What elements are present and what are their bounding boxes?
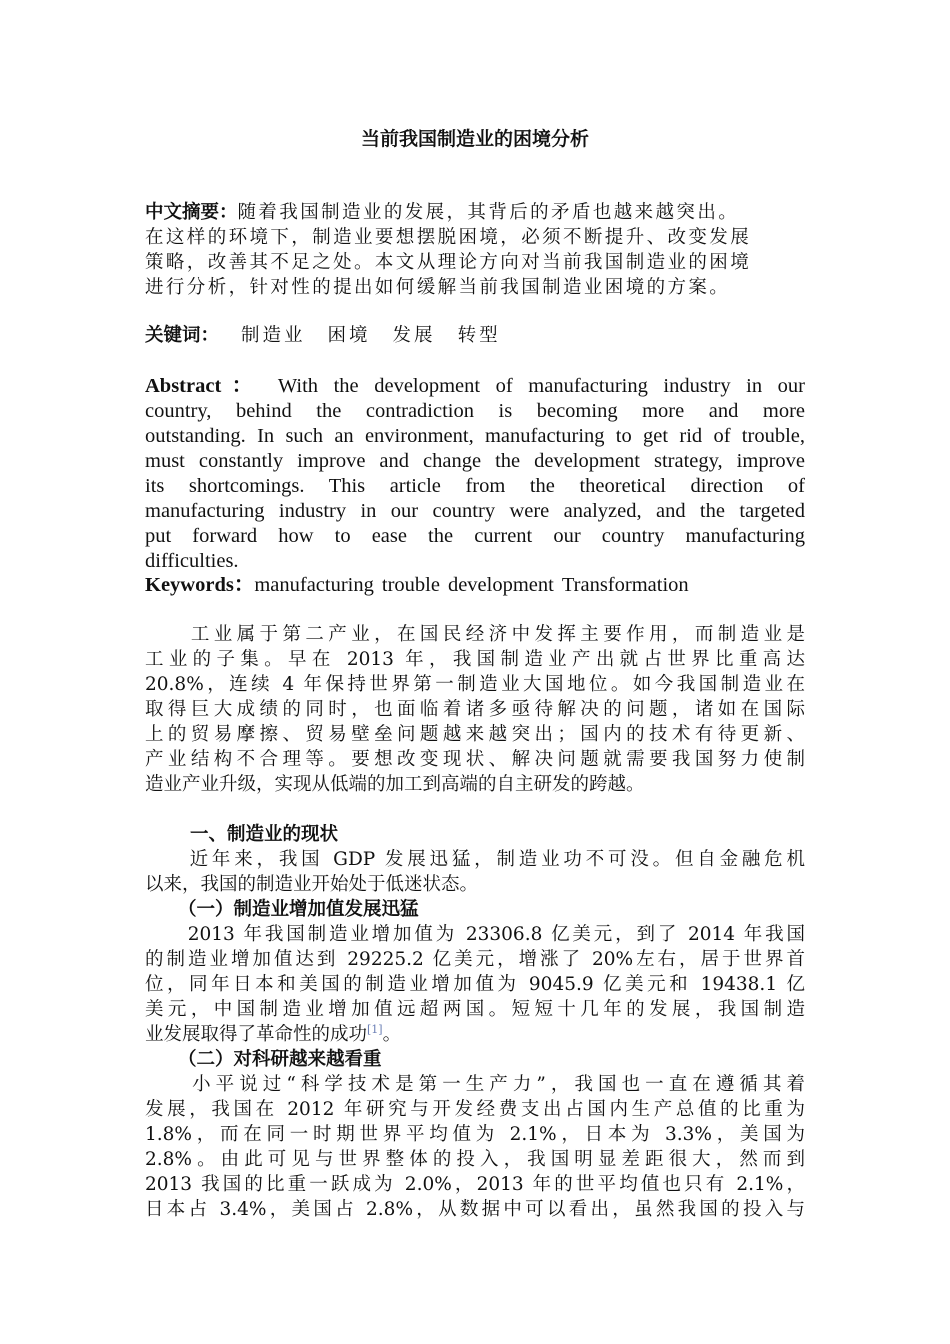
chinese-abstract-line: 进行分析，针对性的提出如何缓解当前我国制造业困境的方案。 [145,277,731,298]
paragraph-line-text: 业发展取得了革命性的成功 [145,1024,368,1045]
english-abstract-line: country, behind the contradiction is becoming more and more [145,400,805,422]
english-abstract-line: manufacturing industry in our country were analyzed, and the targeted [145,500,805,522]
chinese-abstract-line: 在这样的环境下，制造业要想摆脱困境，必须不断提升、改变发展 [145,227,752,248]
paragraph-line: 1.8%，而在同一时期世界平均值为 2.1%，日本为 3.3%，美国为 [145,1124,805,1145]
paragraph-line: 2013 我国的比重一跃成为 2.0%，2013 年的世平均值也只有 2.1%， [145,1174,805,1195]
chinese-keyword: 转型 [457,325,501,346]
english-keyword: manufacturing [254,574,374,596]
chinese-keyword: 制造业 [241,325,306,346]
english-keywords [145,573,805,598]
paragraph-line: 工业的子集。早在 2013 年，我国制造业产出就占世界比重高达 [145,649,805,670]
chinese-abstract-line: 策略，改善其不足之处。本文从理论方向对当前我国制造业的困境 [145,252,752,273]
chinese-abstract [145,200,805,300]
paragraph-line: 近年来，我国 GDP 发展迅猛，制造业功不可没。但自金融危机 [145,849,805,870]
chinese-abstract-label: 中文摘要： [145,202,238,223]
chinese-keyword: 困境 [327,325,371,346]
chinese-keywords-label: 关键词： [145,325,220,346]
english-keyword: trouble [381,574,440,596]
paragraph-line-end: 。 [382,1024,402,1045]
paragraph-line: 发展，我国在 2012 年研究与开发经费支出占国内生产总值的比重为 [145,1099,805,1120]
paragraph-line: 造业产业升级，实现从低端的加工到高端的自主研发的跨越。 [145,774,645,795]
paragraph-line: 小平说过“科学技术是第一生产力”，我国也一直在遵循其着 [145,1074,805,1095]
english-abstract-line: With the development of manufacturing industry in our [277,375,805,397]
subsection1-paragraph [145,922,805,1047]
subsection-heading: （二）对科研越来越看重 [178,1049,382,1070]
subsection-heading: （一）制造业增加值发展迅猛 [178,899,419,920]
chinese-abstract-line: 随着我国制造业的发展，其背后的矛盾也越来越突出。 [237,202,740,223]
chinese-keywords [145,323,805,348]
paragraph-line: 日本占 3.4%，美国占 2.8%，从数据中可以看出，虽然我国的投入与 [145,1199,805,1220]
english-keywords-label: Keywords： [145,574,255,596]
paragraph-line: 2013 年我国制造业增加值为 23306.8 亿美元，到了 2014 年我国 [145,924,805,945]
paragraph-line: 以来，我国的制造业开始处于低迷状态。 [145,874,479,895]
section-heading: 一、制造业的现状 [190,824,339,845]
english-abstract-line: put forward how to ease the current our country manufacturing [145,525,805,547]
paragraph-line: 工业属于第二产业，在国民经济中发挥主要作用，而制造业是 [145,624,805,645]
citation-link[interactable]: [1] [367,1022,383,1036]
english-abstract-line: difficulties. [145,550,239,572]
paragraph-line: 2.8%。由此可见与世界整体的投入，我国明显差距很大，然而到 [145,1149,805,1170]
paragraph-line [145,1022,805,1047]
paragraph-line: 美元，中国制造业增加值远超两国。短短十几年的发展，我国制造 [145,999,805,1020]
paragraph-line: 20.8%，连续 4 年保持世界第一制造业大国地位。如今我国制造业在 [145,674,805,695]
intro-paragraph [145,622,805,797]
english-keyword: Transformation [561,574,689,596]
subsection2-paragraph [145,1072,805,1222]
english-abstract-line: must constantly improve and change the development strategy, improve [145,450,805,472]
english-keyword: development [447,574,554,596]
paper-title: 当前我国制造业的困境分析 [360,128,589,150]
paragraph-line: 产业结构不合理等。要想改变现状、解决问题就需要我国努力使制 [145,749,805,770]
chinese-keyword: 发展 [392,325,436,346]
english-abstract [145,374,805,574]
english-abstract-line: outstanding. In such an environment, manufacturing to get rid of trouble, [145,425,805,447]
paragraph-line: 取得巨大成绩的同时，也面临着诸多亟待解决的问题，诸如在国际 [145,699,805,720]
paragraph-line: 上的贸易摩擦、贸易壁垒问题越来越突出；国内的技术有待更新、 [145,724,805,745]
english-abstract-line: its shortcomings. This article from the theoretical direction of [145,475,805,497]
section1-paragraph [145,847,805,897]
paragraph-line: 的制造业增加值达到 29225.2 亿美元，增涨了 20%左右，居于世界首 [145,949,805,970]
english-abstract-label: Abstract： [145,375,263,397]
paragraph-line: 位，同年日本和美国的制造业增加值为 9045.9 亿美元和 19438.1 亿 [145,974,805,995]
